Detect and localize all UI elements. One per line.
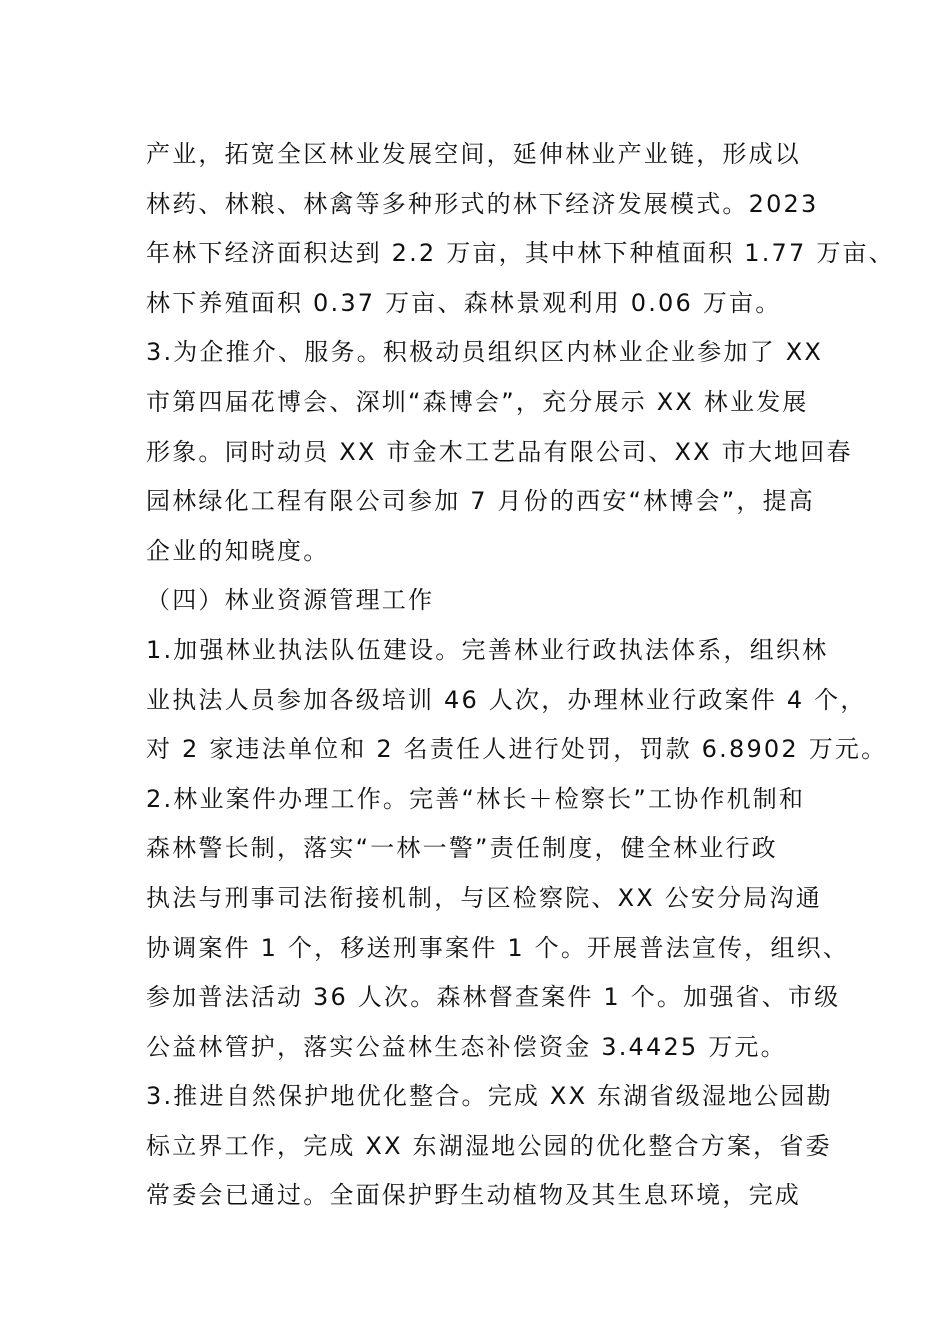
text-line: 森林警长制，落实“一林一警”责任制度，健全林业行政 bbox=[146, 834, 778, 863]
text-line: 3.推进自然保护地优化整合。完成 XX 东湖省级湿地公园勘 bbox=[146, 1082, 833, 1111]
text-line: 市第四届花博会、深圳“森博会”，充分展示 XX 林业发展 bbox=[146, 387, 809, 416]
text-line: 3.为企推介、服务。积极动员组织区内林业企业参加了 XX bbox=[146, 338, 824, 367]
section-heading: （四）林业资源管理工作 bbox=[146, 586, 435, 615]
text-line: 1.加强林业执法队伍建设。完善林业行政执法体系，组织林 bbox=[146, 635, 829, 664]
text-line: 2.林业案件办理工作。完善“林长＋检察长”工协作机制和 bbox=[146, 784, 806, 813]
text-line: 林下养殖面积 0.37 万亩、森林景观利用 0.06 万亩。 bbox=[146, 288, 782, 317]
text-line: 企业的知晓度。 bbox=[146, 536, 330, 565]
text-line: 形象。同时动员 XX 市金木工艺品有限公司、XX 市大地回春 bbox=[146, 437, 853, 466]
text-line: 林药、林粮、林禽等多种形式的林下经济发展模式。2023 bbox=[146, 189, 819, 218]
text-line: 公益林管护，落实公益林生态补偿资金 3.4425 万元。 bbox=[146, 1032, 787, 1061]
text-line: 执法与刑事司法衔接机制，与区检察院、XX 公安分局沟通 bbox=[146, 883, 822, 912]
text-line: 协调案件 1 个，移送刑事案件 1 个。开展普法宣传，组织、 bbox=[146, 933, 850, 962]
text-line: 业执法人员参加各级培训 46 人次，办理林业行政案件 4 个， bbox=[146, 685, 867, 714]
text-line: 对 2 家违法单位和 2 名责任人进行处罚，罚款 6.8902 万元。 bbox=[146, 735, 888, 764]
text-line: 产业，拓宽全区林业发展空间，延伸林业产业链，形成以 bbox=[146, 140, 801, 168]
text-line: 园林绿化工程有限公司参加 7 月份的西安“林博会”，提高 bbox=[146, 487, 815, 516]
text-line: 标立界工作，完成 XX 东湖湿地公园的优化整合方案，省委 bbox=[146, 1131, 832, 1160]
text-line: 参加普法活动 36 人次。森林督查案件 1 个。加强省、市级 bbox=[146, 983, 841, 1012]
body-text bbox=[146, 130, 895, 1221]
text-line: 常委会已通过。全面保护野生动植物及其生息环境，完成 bbox=[146, 1181, 801, 1210]
text-line: 年林下经济面积达到 2.2 万亩，其中林下种植面积 1.77 万亩、 bbox=[146, 239, 895, 268]
